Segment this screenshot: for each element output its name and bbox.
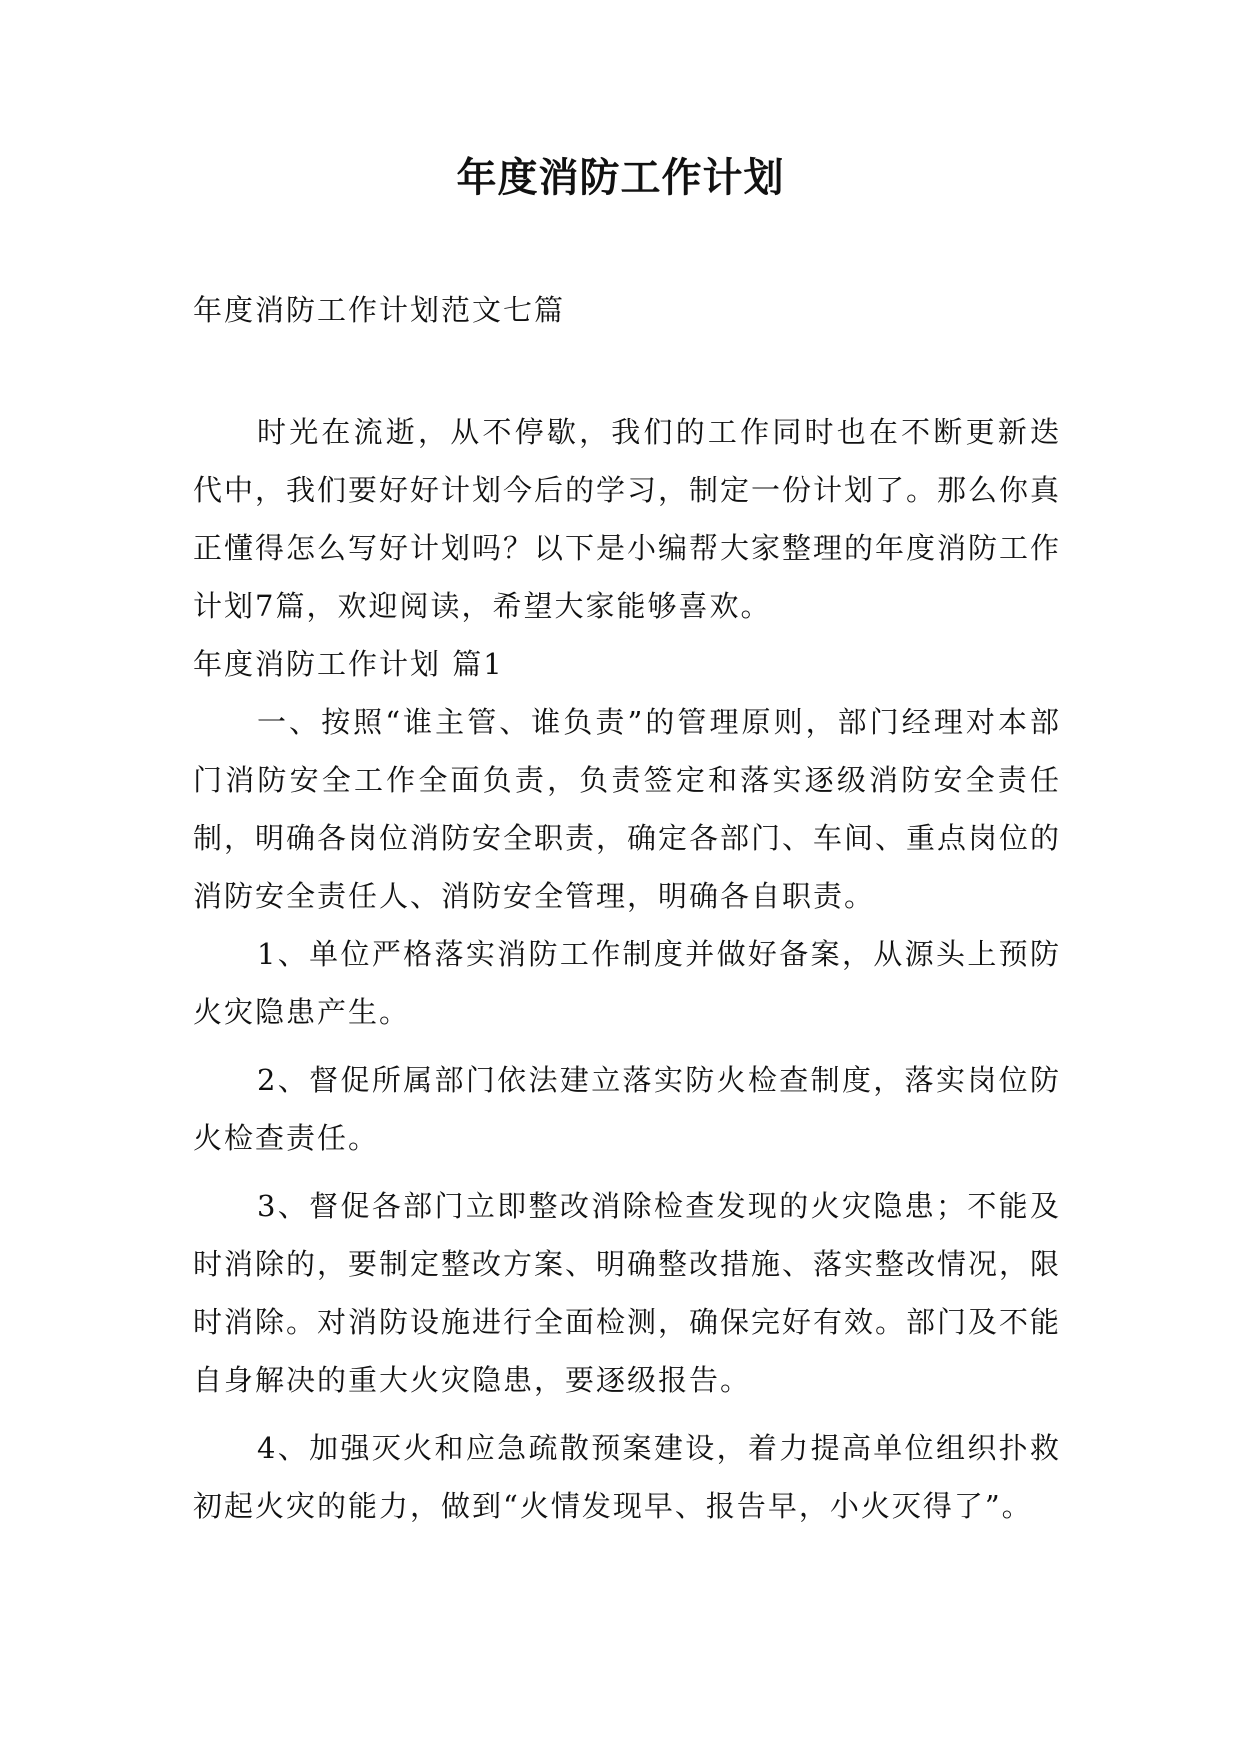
body-paragraph: 2、督促所属部门依法建立落实防火检查制度，落实岗位防火检查责任。: [193, 1063, 1061, 1155]
document-body: [193, 403, 1061, 1535]
intro-paragraph: 时光在流逝，从不停歇，我们的工作同时也在不断更新迭代中，我们要好好计划今后的学习，制定一份计划了。那么你真正懂得怎么写好计划吗？以下是小编帮大家整理的年度消防工作计划7篇，欢迎阅读，希望大家能够喜欢。: [193, 415, 1062, 623]
document-subtitle: 年度消防工作计划范文七篇: [193, 293, 566, 327]
document-title: 年度消防工作计划: [456, 155, 785, 201]
body-paragraph: 1、单位严格落实消防工作制度并做好备案，从源头上预防火灾隐患产生。: [193, 937, 1061, 1029]
body-paragraph: 4、加强灭火和应急疏散预案建设，着力提高单位组织扑救初起火灾的能力，做到“火情发现早、报告早，小火灭得了”。: [193, 1431, 1061, 1523]
body-paragraph: 3、督促各部门立即整改消除检查发现的火灾隐患；不能及时消除的，要制定整改方案、明确整改措施、落实整改情况，限时消除。对消防设施进行全面检测，确保完好有效。部门及不能自身解决的重大火灾隐患，要逐级报告。: [193, 1189, 1062, 1397]
section-heading: 年度消防工作计划 篇1: [193, 647, 504, 681]
body-paragraph: 一、按照“谁主管、谁负责”的管理原则，部门经理对本部门消防安全工作全面负责，负责签定和落实逐级消防安全责任制，明确各岗位消防安全职责，确定各部门、车间、重点岗位的消防安全责任人、消防安全管理，明确各自职责。: [193, 705, 1062, 913]
